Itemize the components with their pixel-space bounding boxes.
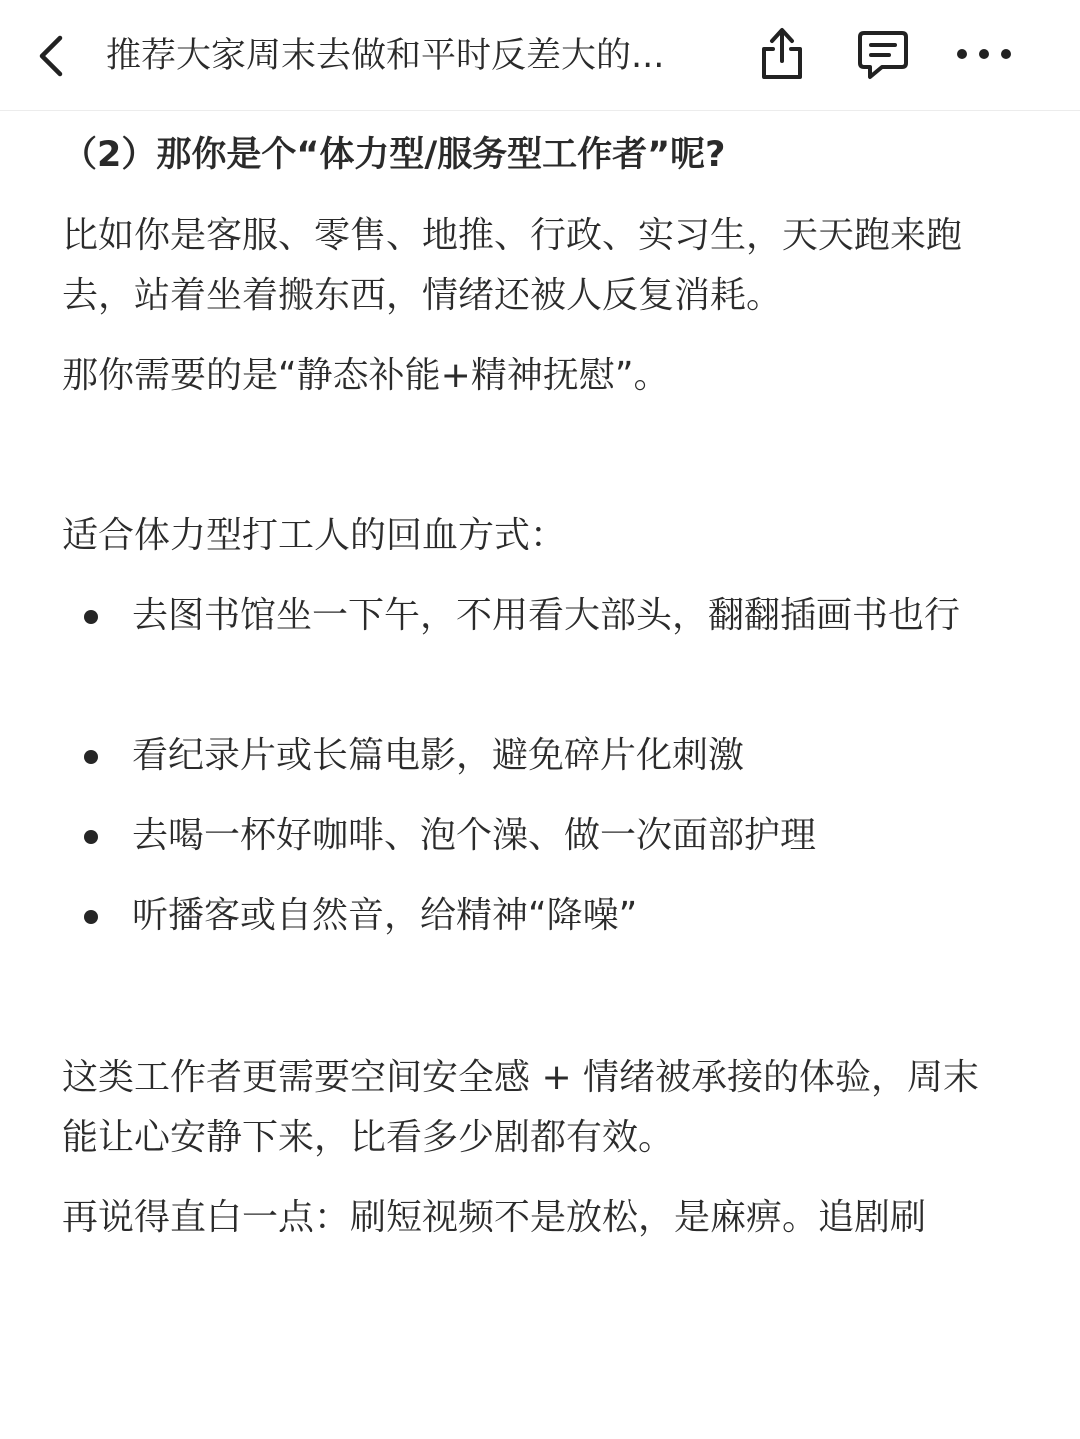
more-horizontal-icon: [955, 47, 1013, 61]
bullet-dot: [84, 610, 98, 624]
bullet-dot: [84, 910, 98, 924]
list-item: [80, 886, 1000, 946]
comment-button[interactable]: [853, 22, 913, 86]
more-button[interactable]: [954, 22, 1014, 86]
list-item-text: 去图书馆坐一下午，不用看大部头，翻翻插画书也行: [132, 595, 961, 636]
list-item: [80, 806, 1000, 866]
list-item-text: 听播客或自然音，给精神“降噪”: [132, 895, 638, 936]
section-heading: （2）那你是个“体力型/服务型工作者”呢?: [62, 135, 726, 175]
list-item-text: 去喝一杯好咖啡、泡个澡、做一次面部护理: [132, 815, 817, 856]
share-button[interactable]: [752, 22, 812, 86]
paragraph-intro: 比如你是客服、零售、地推、行政、实习生，天天跑来跑去，站着坐着搬东西，情绪还被人反复消耗。: [62, 215, 963, 316]
paragraph-need: 那你需要的是“静态补能+精神抚慰”。: [62, 355, 670, 396]
comment-icon: [856, 27, 910, 81]
chevron-left-icon: [36, 34, 66, 78]
top-navigation-bar: [0, 0, 1080, 111]
back-button[interactable]: [26, 28, 76, 84]
page-title: 推荐大家周末去做和平时反差大的...: [106, 36, 665, 76]
list-item-text: 看纪录片或长篇电影，避免碎片化刺激: [132, 735, 745, 776]
paragraph-continued: 再说得直白一点：刷短视频不是放松，是麻痹。追剧刷: [62, 1197, 927, 1238]
list-item: [80, 586, 1000, 706]
share-icon: [757, 25, 807, 83]
list-item: [80, 726, 1000, 786]
paragraph-summary: 这类工作者更需要空间安全感 + 情绪被承接的体验，周末能让心安静下来，比看多少剧都有效。: [62, 1057, 980, 1158]
list-intro: 适合体力型打工人的回血方式：: [62, 515, 567, 556]
bullet-dot: [84, 830, 98, 844]
bullet-dot: [84, 750, 98, 764]
